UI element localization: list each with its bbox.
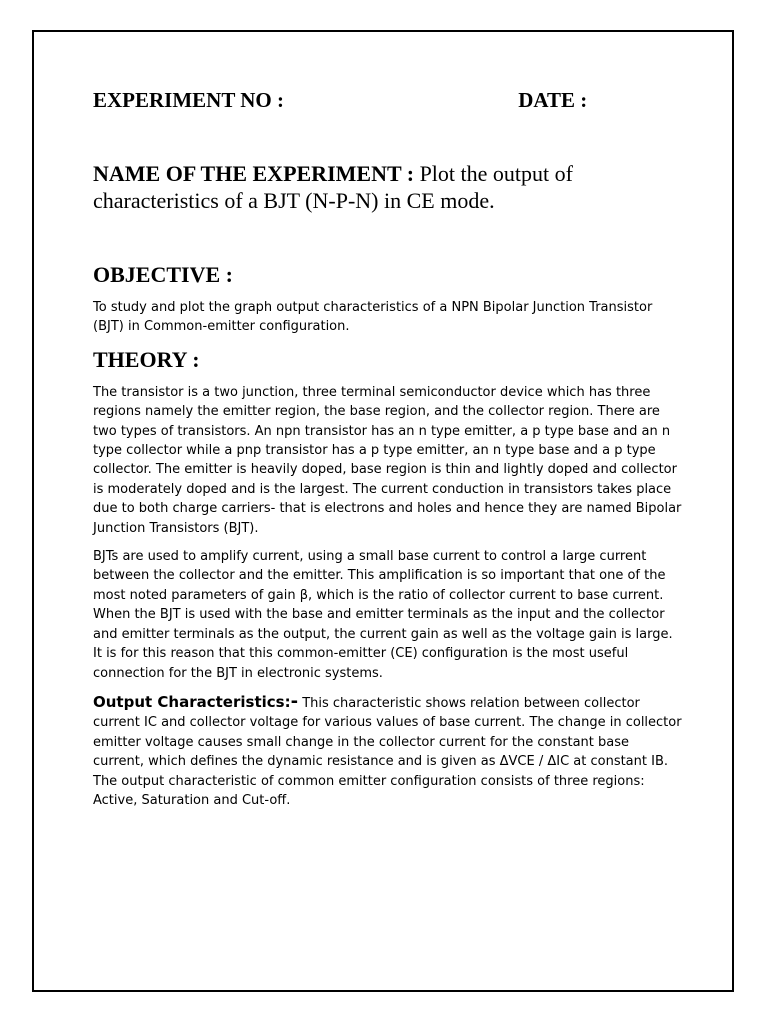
objective-heading: OBJECTIVE : [93, 262, 233, 287]
theory-paragraph-2: BJTs are used to amplify current, using a small base current to control a large current between the collector and the emitter. This amplification is so important that one of the most noted parameters of gain β, which is the ratio of collector current to base current. When the BJT is used with the base and emitter terminals as the input and the collector and emitter terminals as the output, the current gain as well as the voltage gain is large. It is for this reason that this common-emitter (CE) configuration is the most useful connection for the BJT in electronic systems. [93, 549, 673, 681]
experiment-no-label: EXPERIMENT NO : [93, 88, 284, 112]
output-characteristics-paragraph [93, 692, 683, 810]
experiment-name-label: NAME OF THE EXPERIMENT : [93, 161, 415, 186]
output-characteristics-dash: - [290, 690, 299, 712]
document-body [93, 88, 683, 810]
theory-heading: THEORY : [93, 346, 200, 372]
header-row [93, 88, 683, 114]
output-characteristics-label: Output Characteristics: [93, 692, 291, 711]
objective-text: To study and plot the graph output characteristics of a NPN Bipolar Junction Transistor (BJT) in Common-emitter configuration. [93, 300, 653, 335]
theory-paragraph-1: The transistor is a two junction, three terminal semiconductor device which has three regions namely the emitter region, the base region, and the collector region. There are two types of transistors. An npn transistor has an n type emitter, a p type base and an n type collector while a pnp transistor has a p type emitter, an n type base and a p type collector. The emitter is heavily doped, base region is thin and lightly doped and collector is moderately doped and is the largest. The current conduction in transistors takes place due to both charge carriers- that is electrons and holes and hence they are named Bipolar Junction Transistors (BJT). [93, 384, 682, 536]
experiment-name [93, 160, 683, 214]
experiment-name-value: Plot the output of characteristics of a BJT (N-P-N) in CE mode. [93, 161, 573, 213]
date-label: DATE : [513, 88, 609, 112]
output-characteristics-text: This characteristic shows relation between collector current IC and collector voltage for various values of base current. The change in collector emitter voltage causes small change in the collector current for the constant base current, which defines the dynamic resistance and is given as ΔVCE / ΔIC at constant IB. The output characteristic of common emitter configuration consists of three regions: Active, Saturation and Cut-off. [93, 695, 682, 808]
